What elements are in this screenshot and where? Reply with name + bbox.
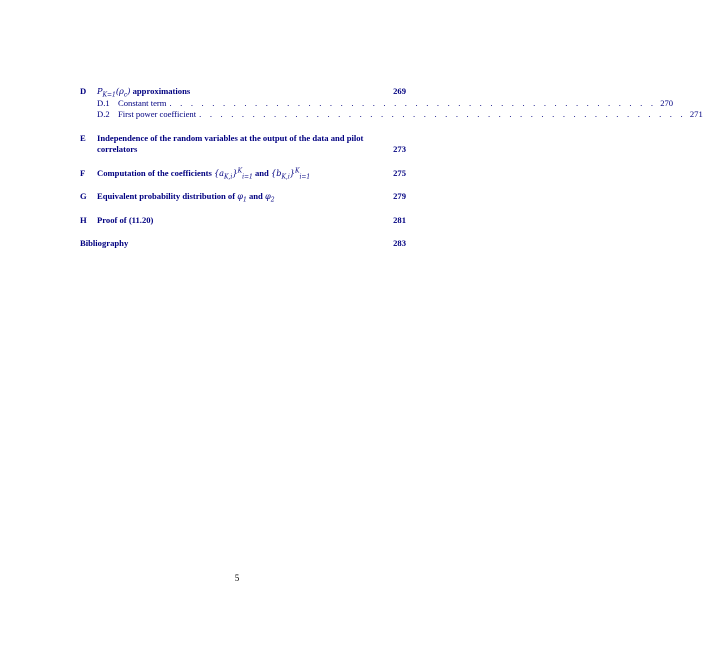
toc-title — [97, 86, 406, 98]
section-title: Constant term — [118, 97, 167, 108]
toc-title-text: Computation of the coefficients — [97, 167, 214, 178]
toc-section-d2[interactable] — [97, 109, 703, 121]
toc-title: Bibliography — [80, 238, 129, 248]
toc-section-d1[interactable] — [97, 97, 674, 110]
section-page: 270 — [660, 97, 674, 108]
section-title: First power coefficient — [118, 109, 197, 119]
toc-title-and: and — [246, 191, 265, 201]
toc-title-text: approximations — [130, 86, 191, 96]
toc-letter: E — [80, 132, 86, 143]
toc-page-number: 281 — [393, 214, 406, 225]
toc-title: Independence of the random variables at the output of the data and pilot correlators — [97, 132, 364, 154]
math-phi-2: $\varphi_2$ — [264, 191, 275, 204]
toc-entry-f[interactable] — [80, 168, 406, 180]
toc-entry-h[interactable] — [80, 215, 406, 227]
toc-letter: G — [80, 191, 87, 201]
toc-letter: F — [80, 167, 86, 178]
toc-page-number: 269 — [393, 86, 406, 96]
section-page: 271 — [689, 109, 703, 119]
math-phi-1: $\varphi_1$ — [237, 191, 247, 204]
toc-title-text: Equivalent probability distribution of — [97, 191, 238, 201]
section-number: D.2 — [97, 109, 110, 119]
toc-page-number: 283 — [393, 238, 406, 248]
toc-page-number: 279 — [393, 191, 406, 201]
toc-title — [97, 168, 406, 180]
page-footer-number: 5 — [234, 573, 240, 583]
toc-title: Proof of (11.20) — [97, 214, 154, 225]
table-of-contents — [80, 86, 703, 262]
math-a-coefficients: $\{a_{K,i}\}^K_{i=1}$ — [213, 166, 253, 181]
leader-dots: . . . . . . . . . . . . . . . . . . . . . . . . . . . . . . . . . . . . . . . . . . . . . . — [169, 97, 657, 108]
toc-entry-g[interactable] — [80, 191, 406, 203]
toc-letter: H — [80, 214, 87, 225]
math-b-coefficients: $\{b_{K,i}\}^K_{i=1}$ — [270, 166, 311, 181]
toc-title — [97, 191, 406, 203]
toc-entry-d[interactable] — [80, 86, 703, 121]
toc-page-number: 275 — [393, 167, 406, 178]
toc-title-and: and — [252, 167, 271, 178]
toc-entry-bibliography[interactable] — [80, 238, 406, 250]
leader-dots: . . . . . . . . . . . . . . . . . . . . . . . . . . . . . . . . . . . . . . . . . . . . . . — [199, 109, 686, 119]
math-p-k-rho: $P_{K=1}(\rho_c)$ — [97, 86, 131, 99]
toc-entry-e[interactable] — [80, 133, 406, 156]
toc-letter: D — [80, 86, 87, 96]
toc-page-number: 273 — [393, 144, 406, 154]
section-number: D.1 — [97, 97, 110, 108]
